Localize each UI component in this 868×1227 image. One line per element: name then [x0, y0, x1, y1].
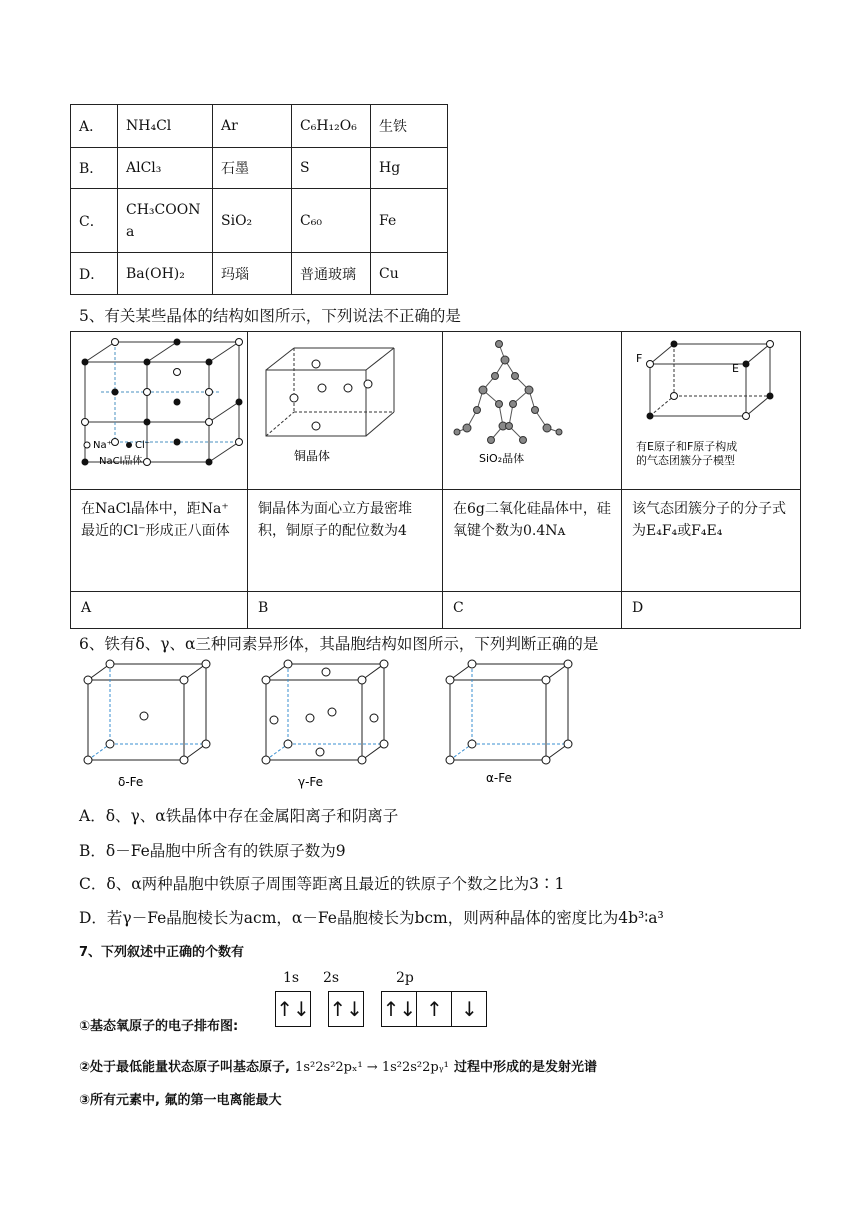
table-cell: C₆₀ — [292, 189, 371, 253]
cu-figure-cell — [248, 332, 443, 490]
q6-option-d: D．若γ－Fe晶胞棱长为acm，α－Fe晶胞棱长为bcm，则两种晶体的密度比为4b³∶a³ — [79, 909, 664, 927]
table-cell: Cu — [371, 253, 448, 295]
orbital-box-2p-2: ↑ — [416, 991, 452, 1027]
row-label: B． — [71, 148, 118, 189]
table-row — [71, 148, 448, 189]
letter-c: C — [443, 592, 622, 629]
row-label: A． — [71, 105, 118, 148]
table-cell: C₆H₁₂O₆ — [292, 105, 371, 148]
cl-legend-icon — [126, 442, 132, 448]
cluster-label-f: F — [636, 352, 643, 365]
figure-row — [71, 332, 801, 490]
orbital-diagram — [275, 991, 486, 1027]
orbital-box-2p-3: ↓ — [451, 991, 487, 1027]
table-cell: Ar — [213, 105, 292, 148]
copper-crystal-figure — [248, 332, 442, 485]
table-cell: NH₄Cl — [118, 105, 213, 148]
statement-a: 在NaCl晶体中，距Na⁺最近的Cl⁻形成正八面体 — [71, 490, 248, 592]
na-legend-icon — [84, 442, 90, 448]
alpha-fe-cell — [446, 660, 572, 785]
gamma-fe-cell — [262, 660, 388, 789]
orbital-label-2p: 2p — [396, 970, 414, 986]
orbital-label-1s: 1s — [283, 970, 300, 986]
q6-option-c: C．δ、α两种晶胞中铁原子周围等距离且最近的铁原子个数之比为3∶1 — [79, 875, 565, 893]
letter-b: B — [248, 592, 443, 629]
sio2-crystal-figure — [443, 332, 621, 485]
q7-item-3: ③所有元素中, 氟的第一电离能最大 — [79, 1093, 282, 1108]
nacl-figure-cell — [71, 332, 248, 490]
table-row — [71, 189, 448, 253]
q4-options-table — [70, 104, 448, 295]
cluster-caption-1: 有E原子和F原子构成 — [636, 440, 738, 453]
q7-item-2-a: ②处于最低能量状态原子叫基态原子, — [79, 1060, 290, 1075]
cluster-label-e: E — [732, 362, 739, 375]
table-cell: 玛瑙 — [213, 253, 292, 295]
q7-item-2-b: 过程中形成的是发射光谱 — [453, 1060, 597, 1075]
table-cell: S — [292, 148, 371, 189]
iron-allotropes-figure — [78, 658, 598, 792]
statement-c: 在6g二氧化硅晶体中，硅氧键个数为0.4Nᴀ — [443, 490, 622, 592]
nacl-caption: NaCl晶体 — [99, 456, 143, 467]
cu-caption: 铜晶体 — [294, 449, 331, 463]
table-cell: 生铁 — [371, 105, 448, 148]
table-cell: SiO₂ — [213, 189, 292, 253]
q6-option-b: B．δ－Fe晶胞中所含有的铁原子数为9 — [79, 842, 346, 860]
table-cell: AlCl₃ — [118, 148, 213, 189]
q5-figure-table — [70, 331, 801, 629]
table-cell: Fe — [371, 189, 448, 253]
table-cell: 普通玻璃 — [292, 253, 371, 295]
cluster-caption-2: 的气态团簇分子模型 — [636, 454, 735, 467]
table-cell: 石墨 — [213, 148, 292, 189]
nacl-crystal-figure — [71, 332, 247, 485]
table-cell: CH₃COONa — [118, 189, 213, 253]
letter-row — [71, 592, 801, 629]
delta-fe-label: δ-Fe — [118, 775, 144, 789]
sio2-figure-cell — [443, 332, 622, 490]
table-cell: Hg — [371, 148, 448, 189]
alpha-fe-label: α-Fe — [486, 771, 512, 785]
table-cell: Ba(OH)₂ — [118, 253, 213, 295]
orbital-box-2p-1: ↑↓ — [381, 991, 417, 1027]
q7-item-1: ①基态氧原子的电子排布图: — [79, 1019, 239, 1034]
nacl-legend-cl: Cl⁻ — [135, 440, 151, 451]
letter-d: D — [622, 592, 801, 629]
q6-option-a: A．δ、γ、α铁晶体中存在金属阳离子和阴离子 — [79, 807, 399, 825]
cluster-molecule-figure — [622, 332, 800, 485]
row-label: D． — [71, 253, 118, 295]
orbital-box-2s: ↑↓ — [328, 991, 364, 1027]
table-row — [71, 105, 448, 148]
statement-d: 该气态团簇分子的分子式为E₄F₄或F₄E₄ — [622, 490, 801, 592]
sio2-caption: SiO₂晶体 — [479, 452, 525, 465]
orbital-box-1s: ↑↓ — [275, 991, 311, 1027]
orbital-label-2s: 2s — [323, 970, 340, 986]
delta-fe-cell — [84, 660, 210, 789]
gamma-fe-label: γ-Fe — [298, 775, 324, 789]
cluster-figure-cell — [622, 332, 801, 490]
q5-question: 5、有关某些晶体的结构如图所示，下列说法不正确的是 — [79, 307, 461, 325]
nacl-legend-na: Na⁺ — [93, 440, 112, 451]
q7-item-2 — [79, 1056, 597, 1075]
table-row — [71, 253, 448, 295]
q7-question: 7、下列叙述中正确的个数有 — [79, 945, 245, 960]
row-label: C． — [71, 189, 118, 253]
q6-question: 6、铁有δ、γ、α三种同素异形体，其晶胞结构如图所示，下列判断正确的是 — [79, 635, 599, 653]
letter-a: A — [71, 592, 248, 629]
q7-item-2-formula: 1s²2s²2pₓ¹ → 1s²2s²2pᵧ¹ — [295, 1060, 449, 1075]
statement-row — [71, 490, 801, 592]
statement-b: 铜晶体为面心立方最密堆积，铜原子的配位数为4 — [248, 490, 443, 592]
